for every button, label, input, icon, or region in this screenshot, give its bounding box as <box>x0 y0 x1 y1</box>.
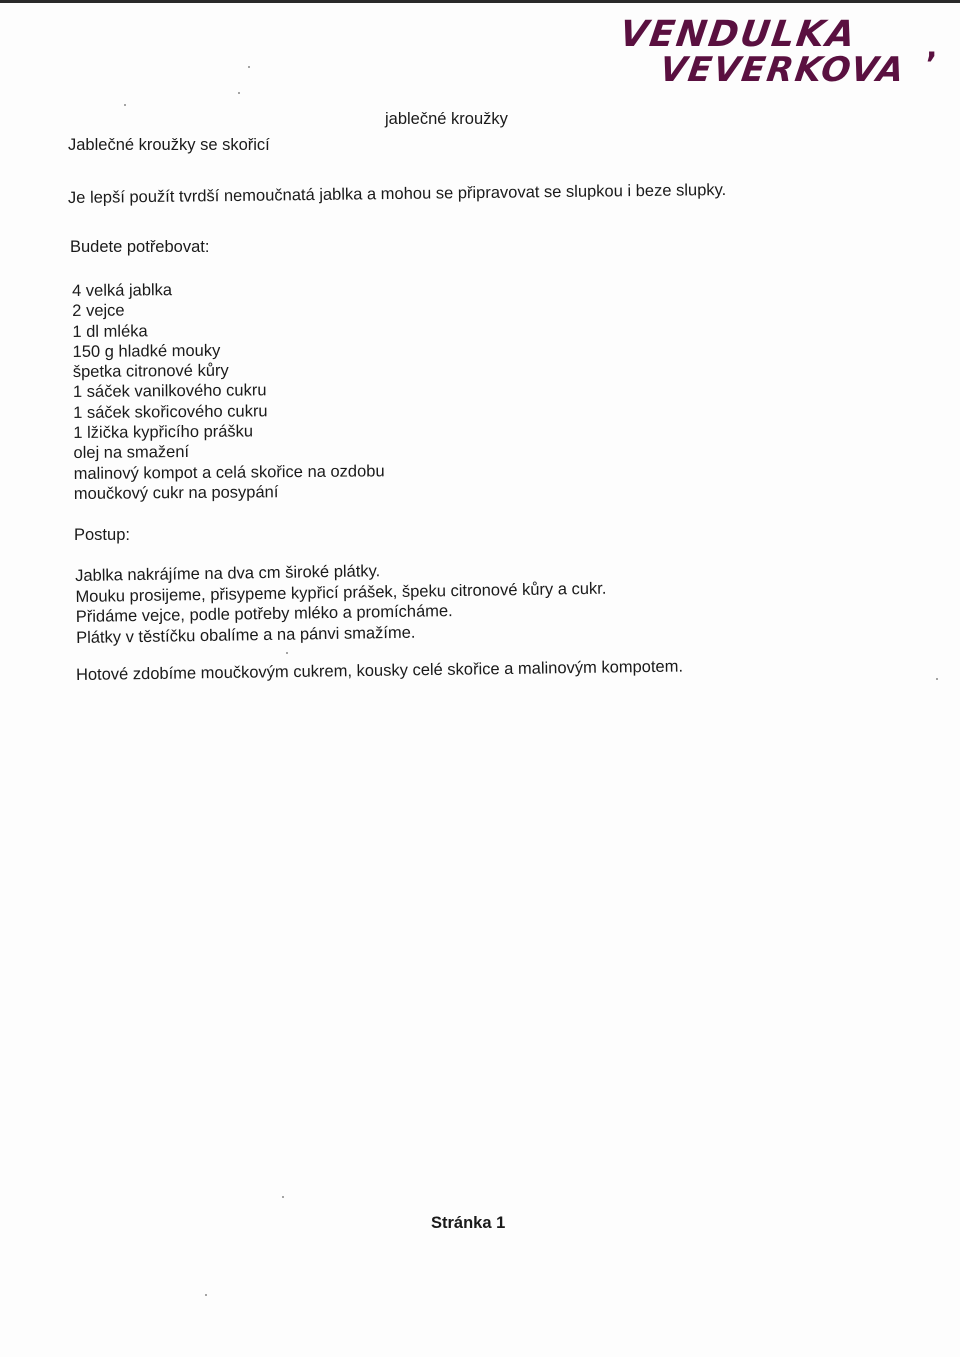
handwritten-comma: , <box>926 30 940 65</box>
scan-speck <box>282 1196 284 1198</box>
scan-speck <box>286 652 288 654</box>
step-item: Plátky v těstíčku obalíme a na pánvi smažíme. <box>75 623 416 647</box>
step-item: Přidáme vejce, podle potřeby mléko a promícháme. <box>75 602 453 626</box>
scan-speck <box>936 678 938 680</box>
page-number: Stránka 1 <box>431 1214 506 1232</box>
scan-edge-line <box>0 0 960 3</box>
ingredient-item: 1 sáček skořicového cukru <box>73 402 268 422</box>
scan-speck <box>238 92 240 94</box>
ingredient-item: špetka citronové kůry <box>72 361 229 382</box>
handwritten-name-last: VEVERKOVA <box>657 50 909 90</box>
ingredient-item: 4 velká jablka <box>72 281 173 300</box>
ingredient-item: 150 g hladké mouky <box>72 341 221 361</box>
scan-speck <box>248 66 250 68</box>
ingredient-item: 1 lžička kypřicího prášku <box>73 422 254 443</box>
ingredients-list <box>72 278 385 504</box>
scan-speck <box>205 1294 207 1296</box>
ingredients-heading: Budete potřebovat: <box>70 238 210 256</box>
ingredient-item: moučkový cukr na posypání <box>73 483 279 503</box>
handwritten-name-first: VENDULKA <box>617 14 860 55</box>
ingredient-item: 2 vejce <box>72 301 125 321</box>
steps-list <box>75 558 607 648</box>
step-item: Mouku prosijeme, přisypeme kypřicí prášek, špeku citronové kůry a cukr. <box>75 579 607 606</box>
scan-speck <box>124 104 126 106</box>
document-title: Jablečné kroužky se skořicí <box>68 136 270 154</box>
ingredient-item: olej na smažení <box>73 443 190 463</box>
ingredient-item: 1 dl mléka <box>72 321 148 341</box>
ingredient-item: 1 sáček vanilkového cukru <box>72 381 267 402</box>
intro-paragraph: Je lepší použít tvrdší nemoučnatá jablka a mohou se připravovat se slupkou i beze slupky. <box>67 180 727 207</box>
step-item: Jablka nakrájíme na dva cm široké plátky. <box>75 562 381 585</box>
document-header: jablečné kroužky <box>385 110 508 128</box>
steps-heading: Postup: <box>74 526 130 544</box>
ingredient-item: malinový kompot a celá skořice na ozdobu <box>73 461 385 483</box>
final-note: Hotové zdobíme moučkovým cukrem, kousky celé skořice a malinovým kompotem. <box>75 657 684 684</box>
